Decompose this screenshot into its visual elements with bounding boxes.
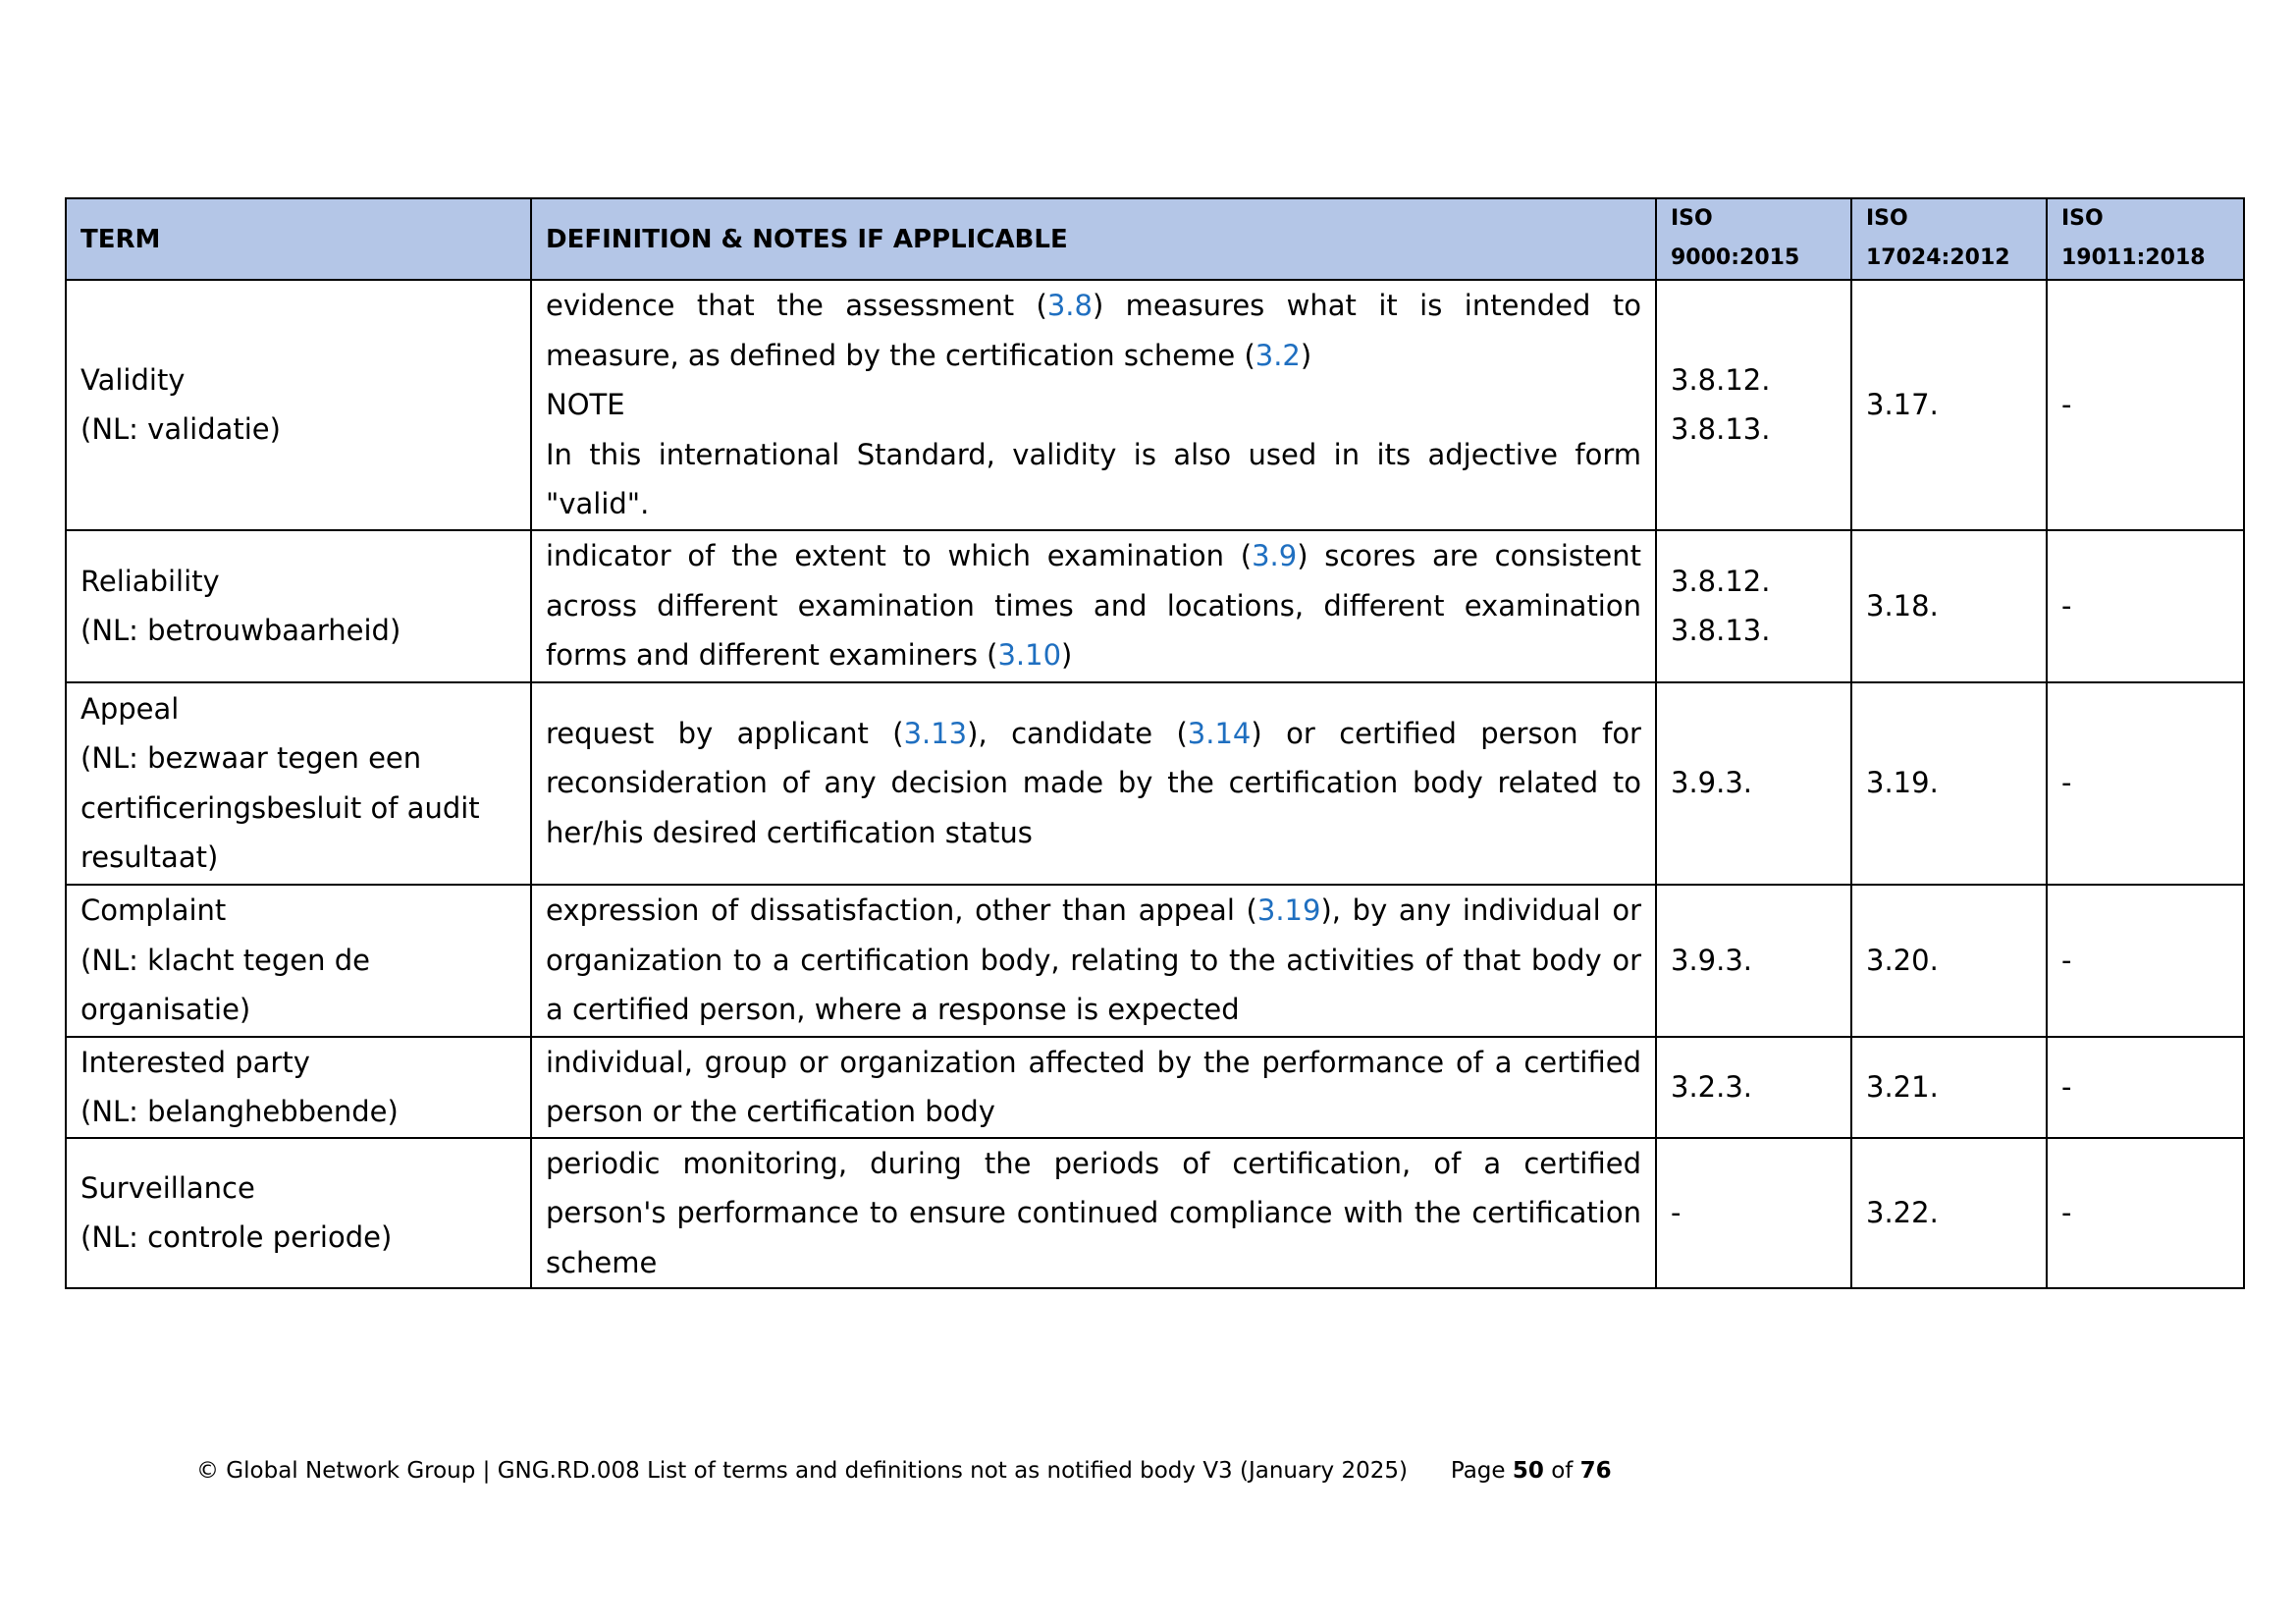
definition-text: ) or certified person for reconsideration of any decision made by the certification body related to her/his desired certification status — [546, 716, 1641, 849]
term-nl: (NL: validatie) — [80, 412, 281, 447]
term-nl: (NL: bezwaar tegen een certificeringsbesluit of audit resultaat) — [80, 741, 480, 874]
definition-text: individual, group or organization affected by the performance of a certified person or the certification body — [546, 1045, 1641, 1128]
term-name: Reliability — [80, 564, 220, 598]
definition-text: indicator of the extent to which examination ( — [546, 539, 1253, 573]
footer-page-label: Page — [1450, 1458, 1506, 1484]
definition-cell — [531, 682, 1656, 885]
definition-text: ) scores are consistent across different examination times and locations, different examination forms and different examiners ( — [546, 539, 1641, 673]
iso-9000-ref: 3.8.13. — [1671, 614, 1771, 647]
iso-9000-cell: 3.9.3. — [1656, 682, 1851, 885]
iso-17024-cell: 3.18. — [1851, 530, 2047, 682]
reference-link[interactable]: 3.10 — [997, 638, 1062, 673]
iso-19011-cell: - — [2047, 1138, 2244, 1289]
header-iso-17024-year: 17024:2012 — [1866, 245, 2010, 270]
iso-9000-cell — [1656, 530, 1851, 682]
iso-9000-cell: - — [1656, 1138, 1851, 1289]
definition-text: evidence that the assessment ( — [546, 289, 1047, 322]
table-row — [66, 682, 2244, 885]
term-nl: (NL: belanghebbende) — [80, 1095, 399, 1128]
iso-9000-ref: 3.8.13. — [1671, 412, 1771, 447]
iso-19011-cell: - — [2047, 280, 2244, 530]
table-row — [66, 1138, 2244, 1289]
header-iso-9000-label: ISO — [1671, 206, 1713, 231]
definition-text: ) measures what it is intended to measure, as defined by the certification scheme ( — [546, 289, 1641, 372]
iso-17024-cell: 3.20. — [1851, 885, 2047, 1037]
term-nl: (NL: betrouwbaarheid) — [80, 614, 401, 647]
table-row — [66, 1037, 2244, 1138]
iso-9000-cell: 3.9.3. — [1656, 885, 1851, 1037]
iso-9000-ref: 3.8.12. — [1671, 564, 1771, 598]
definition-cell — [531, 1037, 1656, 1138]
iso-9000-ref: 3.8.12. — [1671, 362, 1771, 397]
iso-19011-cell: - — [2047, 1037, 2244, 1138]
definition-text: request by applicant ( — [546, 716, 904, 750]
table-header-row — [66, 198, 2244, 280]
term-name: Complaint — [80, 893, 227, 928]
term-cell — [66, 885, 531, 1037]
terms-table-wrapper — [65, 197, 2243, 1289]
term-nl: (NL: klacht tegen de organisatie) — [80, 943, 370, 1027]
header-iso-17024 — [1851, 198, 2047, 280]
term-name: Surveillance — [80, 1170, 255, 1205]
reference-link[interactable]: 3.14 — [1187, 716, 1252, 750]
footer-page-number: 50 — [1512, 1458, 1544, 1484]
reference-link[interactable]: 3.13 — [903, 716, 968, 750]
iso-19011-cell: - — [2047, 885, 2244, 1037]
iso-19011-cell: - — [2047, 530, 2244, 682]
reference-link[interactable]: 3.2 — [1255, 338, 1301, 372]
definition-text: expression of dissatisfaction, other than appeal ( — [546, 893, 1257, 928]
term-cell — [66, 530, 531, 682]
page-footer — [196, 1458, 1612, 1484]
reference-link[interactable]: 3.9 — [1252, 539, 1298, 573]
term-name: Validity — [80, 362, 186, 397]
iso-9000-cell — [1656, 280, 1851, 530]
definition-text: ) — [1300, 338, 1312, 372]
iso-17024-cell: 3.19. — [1851, 682, 2047, 885]
definition-text: ), by any individual or organization to a certification body, relating to the activities of that body or a certified person, where a response is expected — [546, 893, 1641, 1027]
iso-17024-cell: 3.22. — [1851, 1138, 2047, 1289]
header-iso-19011 — [2047, 198, 2244, 280]
definition-text: ) — [1061, 638, 1073, 673]
table-row — [66, 280, 2244, 530]
header-iso-19011-label: ISO — [2061, 206, 2104, 231]
iso-17024-cell: 3.21. — [1851, 1037, 2047, 1138]
table-row — [66, 885, 2244, 1037]
iso-19011-cell: - — [2047, 682, 2244, 885]
header-iso-9000-year: 9000:2015 — [1671, 245, 1800, 270]
definition-cell — [531, 1138, 1656, 1289]
definition-cell — [531, 530, 1656, 682]
definition-cell — [531, 280, 1656, 530]
definition-text: periodic monitoring, during the periods of certification, of a certified person's performance to ensure continued compliance with the certification scheme — [546, 1146, 1641, 1279]
definition-cell — [531, 885, 1656, 1037]
reference-link[interactable]: 3.8 — [1046, 289, 1093, 322]
header-term: TERM — [66, 198, 531, 280]
iso-9000-cell: 3.2.3. — [1656, 1037, 1851, 1138]
term-name: Appeal — [80, 691, 180, 726]
definition-text: ), candidate ( — [967, 716, 1188, 750]
term-name: Interested party — [80, 1045, 310, 1079]
header-iso-17024-label: ISO — [1866, 206, 1908, 231]
footer-copyright: © Global Network Group | GNG.RD.008 List of terms and definitions not as notified body V3 (January 2025) — [196, 1458, 1408, 1484]
footer-of: of — [1551, 1458, 1574, 1484]
iso-17024-cell: 3.17. — [1851, 280, 2047, 530]
term-cell — [66, 280, 531, 530]
table-row — [66, 530, 2244, 682]
note-label: NOTE — [546, 388, 625, 421]
header-iso-9000 — [1656, 198, 1851, 280]
header-iso-19011-year: 19011:2018 — [2061, 245, 2206, 270]
reference-link[interactable]: 3.19 — [1256, 893, 1321, 928]
term-cell — [66, 682, 531, 885]
footer-total-pages: 76 — [1579, 1458, 1612, 1484]
note-text: In this international Standard, validity is also used in its adjective form "valid". — [546, 437, 1641, 520]
terms-table — [65, 197, 2245, 1289]
term-nl: (NL: controle periode) — [80, 1220, 393, 1255]
term-cell — [66, 1138, 531, 1289]
term-cell — [66, 1037, 531, 1138]
header-definition: DEFINITION & NOTES IF APPLICABLE — [531, 198, 1656, 280]
